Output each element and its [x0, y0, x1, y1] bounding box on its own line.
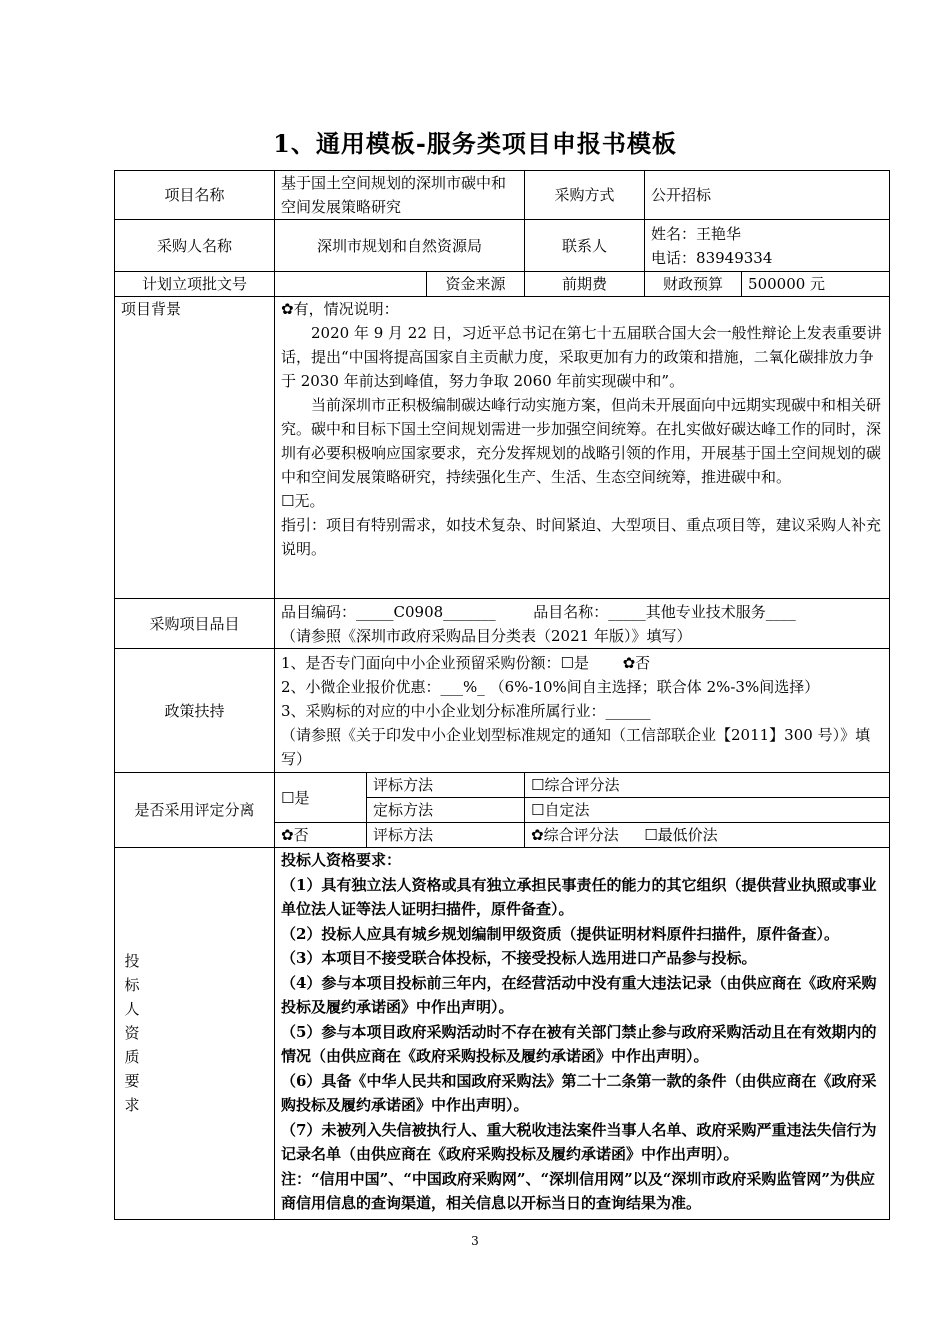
purchaser-label: 采购人名称: [115, 220, 275, 272]
flower-checked-icon: ✿: [281, 826, 294, 844]
qualification-item-4: （4）参与本项目投标前三年内，在经营活动中没有重大违法记录（由供应商在《政府采购投标及履约承诺函》中作出声明）。: [281, 973, 877, 1016]
policy-content: [275, 649, 890, 773]
background-content: [275, 297, 890, 599]
comprehensive-option-2: ✿综合评分法 ☐最低价法: [525, 823, 890, 848]
contact-phone: 电话：83949334: [651, 248, 773, 267]
evaluation-row-1: [115, 773, 890, 798]
policy-note: （请参照《关于印发中小企业划型标准规定的通知（工信部联企业【2011】300 号）》填写）: [281, 725, 871, 768]
page-title: 1、通用模板-服务类项目申报书模板: [273, 129, 677, 158]
fund-source-label: 资金来源: [427, 272, 525, 297]
qualification-item-3: （3）本项目不接受联合体投标，不接受投标人选用进口产品参与投标。: [281, 949, 757, 967]
qualification-heading: 投标人资格要求：: [281, 851, 402, 869]
purchase-method-value: 公开招标: [645, 171, 890, 220]
flower-checked-icon: ✿: [531, 826, 544, 844]
eval-method-label-1: 评标方法: [367, 773, 525, 798]
qualification-label: 投 标 人 资 质 要 求: [115, 848, 275, 1220]
qualification-note: 注：“信用中国”、“中国政府采购网”、“深圳信用网”以及“深圳市政府采购监管网”为供应商信用信息的查询渠道，相关信息以开标当日的查询结果为准。: [281, 1169, 876, 1212]
category-row: [115, 599, 890, 649]
evaluation-no-option: ✿否: [275, 823, 367, 848]
category-line: 品目编码：_____C0908_______ 品目名称：_____其他专业技术服务____: [281, 602, 796, 621]
policy-item-1: 1、是否专门面向中小企业预留采购份额：☐是 ✿否: [281, 653, 651, 672]
purchase-method-label: 采购方式: [525, 171, 645, 220]
evaluation-label: 是否采用评定分离: [115, 773, 275, 848]
project-name-value: 基于国土空间规划的深圳市碳中和空间发展策略研究: [275, 171, 525, 220]
checkbox-empty-icon: ☐: [560, 653, 574, 672]
qualification-item-2: （2）投标人应具有城乡规划编制甲级资质（提供证明材料原件扫描件，原件备查）。: [281, 924, 839, 943]
qualification-row: [115, 848, 890, 1220]
background-label: 项目背景: [115, 297, 275, 599]
self-decide-option: ☐自定法: [525, 798, 890, 823]
checkbox-empty-icon: ☐: [281, 492, 295, 510]
checkbox-empty-icon: ☐: [281, 788, 295, 807]
discount-value: ___%_: [440, 677, 485, 696]
fund-source-value: 前期费: [525, 272, 645, 297]
approval-doc-label: 计划立项批文号: [115, 272, 275, 297]
contact-info: [645, 220, 890, 272]
category-code: _____C0908_______: [356, 602, 496, 621]
category-label: 采购项目品目: [115, 599, 275, 649]
project-name-label: 项目名称: [115, 171, 275, 220]
background-row: [115, 297, 890, 599]
category-note: （请参照《深圳市政府采购品目分类表（2021 年版）》填写）: [281, 626, 692, 645]
qualification-item-6: （6）具备《中华人民共和国政府采购法》第二十二条第一款的条件（由供应商在《政府采购投标及履约承诺函》中作出声明）。: [281, 1071, 877, 1114]
category-content: [275, 599, 890, 649]
qualification-item-5: （5）参与本项目政府采购活动时不存在被有关部门禁止参与政府采购活动且在有效期内的情况（由供应商在《政府采购投标及履约承诺函》中作出声明）。: [281, 1022, 877, 1065]
page-number: 3: [471, 1234, 479, 1248]
background-paragraph-1: 2020 年 9 月 22 日，习近平总书记在第七十五届联合国大会一般性辩论上发表重要讲话，提出“中国将提高国家自主贡献力度，采取更加有力的政策和措施，二氧化碳排放力争于 2030 年前达到峰值，努力争取 2060 年前实现碳中和”。: [281, 324, 882, 390]
policy-item-3: 3、采购标的对应的中小企业划分标准所属行业：______: [281, 701, 651, 720]
background-no-option: ☐无。: [281, 492, 325, 510]
checkbox-empty-icon: ☐: [644, 826, 658, 844]
decide-method-label: 定标方法: [367, 798, 525, 823]
application-form-table: [114, 170, 890, 1220]
background-paragraph-2: 当前深圳市正积极编制碳达峰行动实施方案，但尚未开展面向中远期实现碳中和相关研究。碳中和目标下国土空间规划需进一步加强空间统筹。在扎实做好碳达峰工作的同时，深圳有必要积极响应国家要求，充分发挥规划的战略引领的作用，开展基于国土空间规划的碳中和空间发展策略研究，持续强化生产、生活、生态空间统筹，推进碳中和。: [281, 396, 882, 486]
background-yes-option: ✿有，情况说明：: [281, 300, 399, 318]
contact-name: 姓名：王艳华: [651, 224, 742, 243]
checkbox-empty-icon: ☐: [531, 776, 545, 794]
flower-checked-icon: ✿: [281, 300, 294, 318]
budget-label: 财政预算: [645, 272, 742, 297]
policy-item-2: 2、小微企业报价优惠：___%_ （6%-10%间自主选择；联合体 2%-3%间选择）: [281, 677, 820, 696]
policy-row: [115, 649, 890, 773]
qualification-content: [275, 848, 890, 1220]
background-guide: 指引：项目有特别需求，如技术复杂、时间紧迫、大型项目、重点项目等，建议采购人补充说明。: [281, 516, 882, 558]
category-name: _____其他专业技术服务____: [608, 602, 796, 621]
eval-method-label-2: 评标方法: [367, 823, 525, 848]
project-name-row: [115, 171, 890, 220]
qualification-item-7: （7）未被列入失信被执行人、重大税收违法案件当事人名单、政府采购严重违法失信行为记录名单（由供应商在《政府采购投标及履约承诺函》中作出声明）。: [281, 1120, 877, 1163]
contact-label: 联系人: [525, 220, 645, 272]
comprehensive-option-1: ☐综合评分法: [525, 773, 890, 798]
qualification-item-1: （1）具有独立法人资格或具有独立承担民事责任的能力的其它组织（提供营业执照或事业单位法人证等法人证明扫描件，原件备查）。: [281, 875, 877, 918]
purchaser-row: [115, 220, 890, 272]
checkbox-empty-icon: ☐: [531, 801, 545, 819]
plan-row: [115, 272, 890, 297]
industry-value: ______: [605, 701, 651, 720]
policy-label: 政策扶持: [115, 649, 275, 773]
evaluation-yes-option: ☐是: [275, 773, 367, 823]
approval-doc-value: [275, 272, 427, 297]
budget-value: 500000 元: [742, 272, 890, 297]
purchaser-value: 深圳市规划和自然资源局: [275, 220, 525, 272]
flower-checked-icon: ✿: [622, 653, 636, 672]
